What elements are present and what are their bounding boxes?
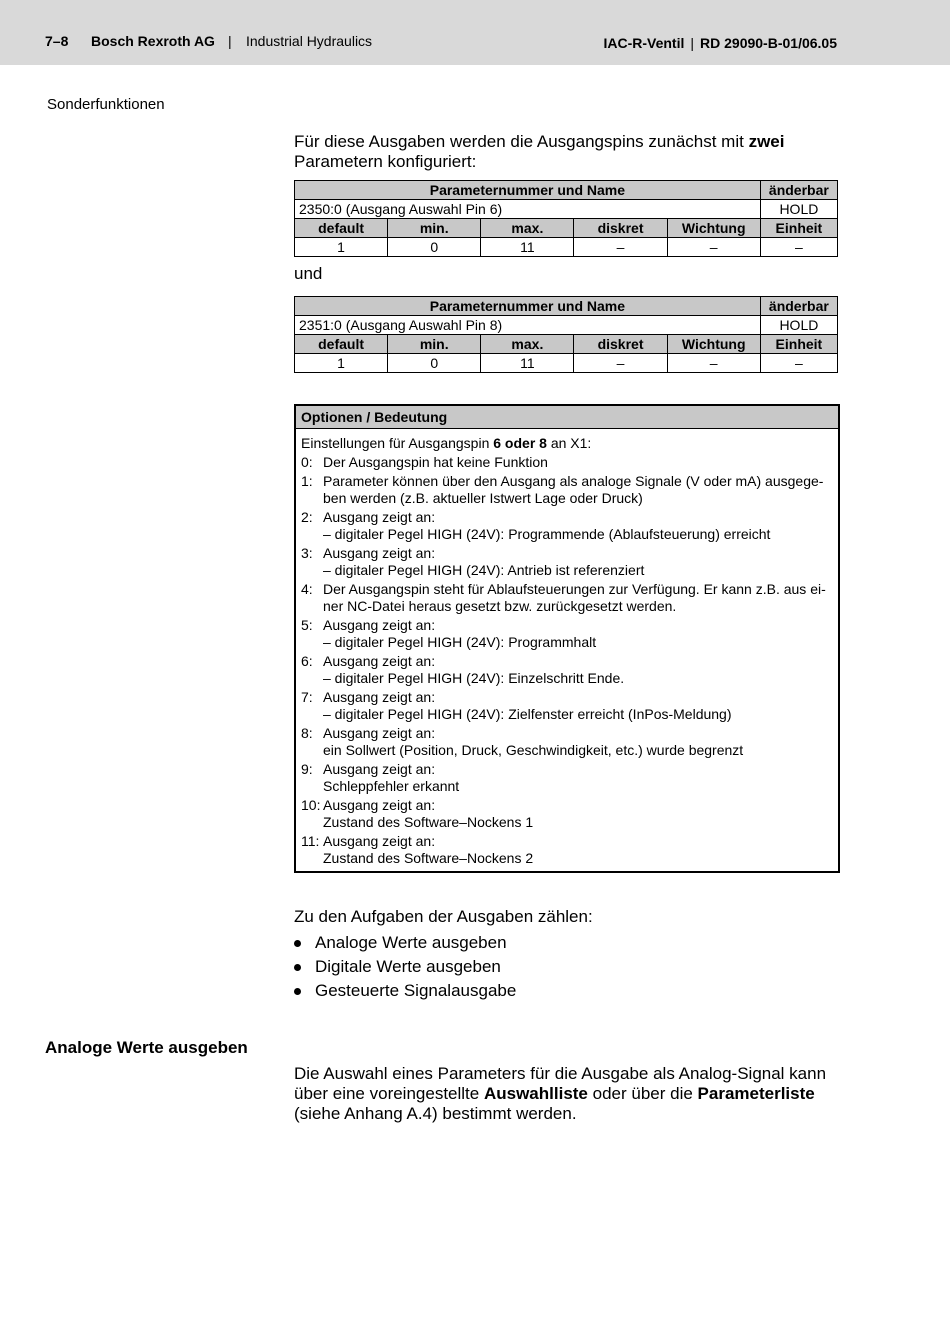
option-text (323, 473, 833, 507)
tasks-section (294, 907, 838, 1003)
option-line: – digitaler Pegel HIGH (24V): Zielfenster erreicht (InPos-Meldung) (323, 706, 732, 722)
option-line: Ausgang zeigt an: (323, 689, 436, 705)
option-text (323, 653, 833, 687)
bullet-icon (294, 940, 301, 947)
option-number: 4: (301, 581, 313, 597)
tasks-lead: Zu den Aufgaben der Ausgaben zählen: (294, 907, 593, 926)
changeable-header: änderbar (760, 181, 837, 200)
changeable-value: HOLD (760, 316, 837, 335)
option-item (301, 653, 833, 687)
option-text (323, 617, 833, 651)
option-item (301, 509, 833, 543)
company-name: Bosch Rexroth AG (91, 33, 215, 49)
discrete-header: diskret (574, 335, 667, 354)
option-line: Parameter können über den Ausgang als analoge Signale (V oder mA) ausgege- (323, 473, 824, 489)
option-text (323, 545, 833, 579)
option-line: – digitaler Pegel HIGH (24V): Programmhalt (323, 634, 597, 650)
option-text (323, 761, 833, 795)
option-line: Ausgang zeigt an: (323, 797, 436, 813)
option-line: Ausgang zeigt an: (323, 509, 436, 525)
option-line: ein Sollwert (Position, Druck, Geschwindigkeit, etc.) wurde begrenzt (323, 742, 744, 758)
option-item (301, 545, 833, 579)
option-line: Ausgang zeigt an: (323, 725, 436, 741)
header-separator: | (690, 35, 695, 51)
option-line: Der Ausgangspin hat keine Funktion (323, 454, 548, 470)
header-separator: | (228, 33, 232, 49)
document-title: IAC-R-Ventil (603, 35, 685, 51)
unit-header: Einheit (760, 335, 837, 354)
option-number: 2: (301, 509, 313, 525)
option-item (301, 454, 833, 471)
min-value: 0 (388, 238, 481, 257)
connector-text: und (294, 264, 323, 283)
option-number: 0: (301, 454, 313, 470)
bullet-icon (294, 988, 301, 995)
parameter-table-2350 (294, 180, 838, 257)
option-text (323, 581, 833, 615)
option-line: – digitaler Pegel HIGH (24V): Programmende (Ablaufsteuerung) erreicht (323, 526, 771, 542)
default-value: 1 (295, 354, 388, 373)
division-name: Industrial Hydraulics (246, 33, 373, 49)
document-number: RD 29090-B-01/06.05 (700, 35, 837, 51)
discrete-value: – (574, 238, 667, 257)
default-value: 1 (295, 238, 388, 257)
document-reference (603, 35, 837, 51)
param-name: 2351:0 (Ausgang Auswahl Pin 8) (295, 316, 761, 335)
discrete-header: diskret (574, 219, 667, 238)
option-line: Schleppfehler erkannt (323, 778, 460, 794)
analog-paragraph: Die Auswahl eines Parameters für die Ausgabe als Analog-Signal kann über eine voreingestellte Auswahlliste oder über die Parameterliste (siehe Anhang A.4) bestimmt werden. (294, 1064, 827, 1123)
option-number: 7: (301, 689, 313, 705)
max-header: max. (481, 219, 574, 238)
list-item: Gesteuerte Signalausgabe (294, 979, 838, 1003)
list-item: Digitale Werte ausgeben (294, 955, 838, 979)
option-text (323, 725, 833, 759)
option-number: 6: (301, 653, 313, 669)
min-value: 0 (388, 354, 481, 373)
option-line: – digitaler Pegel HIGH (24V): Einzelschritt Ende. (323, 670, 625, 686)
option-item (301, 473, 833, 507)
weight-header: Wichtung (667, 335, 760, 354)
option-text (323, 454, 833, 471)
option-number: 10: (301, 797, 321, 813)
option-line: Ausgang zeigt an: (323, 617, 436, 633)
option-text (323, 509, 833, 543)
param-name: 2350:0 (Ausgang Auswahl Pin 6) (295, 200, 761, 219)
bullet-icon (294, 964, 301, 971)
options-list (301, 454, 833, 867)
param-name-header: Parameternummer und Name (295, 297, 761, 316)
section-label: Sonderfunktionen (47, 96, 165, 113)
option-line: Zustand des Software–Nockens 1 (323, 814, 534, 830)
option-line: Zustand des Software–Nockens 2 (323, 850, 534, 866)
option-item (301, 617, 833, 651)
weight-value: – (667, 354, 760, 373)
parameter-table-2351 (294, 296, 838, 373)
weight-header: Wichtung (667, 219, 760, 238)
options-intro: Einstellungen für Ausgangspin 6 oder 8 an X1: (301, 435, 592, 451)
option-line: Ausgang zeigt an: (323, 545, 436, 561)
option-number: 1: (301, 473, 313, 489)
option-text (323, 689, 833, 723)
default-header: default (295, 219, 388, 238)
param-name-header: Parameternummer und Name (295, 181, 761, 200)
option-number: 5: (301, 617, 313, 633)
option-number: 9: (301, 761, 313, 777)
option-item (301, 833, 833, 867)
discrete-value: – (574, 354, 667, 373)
unit-header: Einheit (760, 219, 837, 238)
option-text (323, 797, 833, 831)
options-body (296, 429, 838, 867)
option-text (323, 833, 833, 867)
changeable-header: änderbar (760, 297, 837, 316)
weight-value: – (667, 238, 760, 257)
default-header: default (295, 335, 388, 354)
max-header: max. (481, 335, 574, 354)
max-value: 11 (481, 354, 574, 373)
side-heading: Analoge Werte ausgeben (45, 1038, 248, 1057)
option-line: Der Ausgangspin steht für Ablaufsteuerungen zur Verfügung. Er kann z.B. aus ei- (323, 581, 826, 597)
max-value: 11 (481, 238, 574, 257)
unit-value: – (760, 238, 837, 257)
options-heading: Optionen / Bedeutung (296, 406, 838, 429)
option-number: 8: (301, 725, 313, 741)
unit-value: – (760, 354, 837, 373)
option-item (301, 797, 833, 831)
option-item (301, 761, 833, 795)
page-number: 7–8 (45, 33, 69, 49)
min-header: min. (388, 219, 481, 238)
option-line: Ausgang zeigt an: (323, 653, 436, 669)
option-item (301, 689, 833, 723)
option-line: Ausgang zeigt an: (323, 761, 436, 777)
options-box (294, 404, 840, 873)
changeable-value: HOLD (760, 200, 837, 219)
option-line: – digitaler Pegel HIGH (24V): Antrieb ist referenziert (323, 562, 645, 578)
option-item (301, 581, 833, 615)
option-line: ner NC-Datei heraus gesetzt bzw. zurückgesetzt werden. (323, 598, 677, 614)
intro-paragraph: Für diese Ausgaben werden die Ausgangspins zunächst mit zwei Parametern konfiguriert: (294, 132, 785, 171)
option-item (301, 725, 833, 759)
option-line: Ausgang zeigt an: (323, 833, 436, 849)
option-line: ben werden (z.B. aktueller Istwert Lage oder Druck) (323, 490, 643, 506)
option-number: 3: (301, 545, 313, 561)
list-item: Analoge Werte ausgeben (294, 931, 838, 955)
option-number: 11: (301, 833, 320, 849)
min-header: min. (388, 335, 481, 354)
page-header (0, 0, 950, 65)
